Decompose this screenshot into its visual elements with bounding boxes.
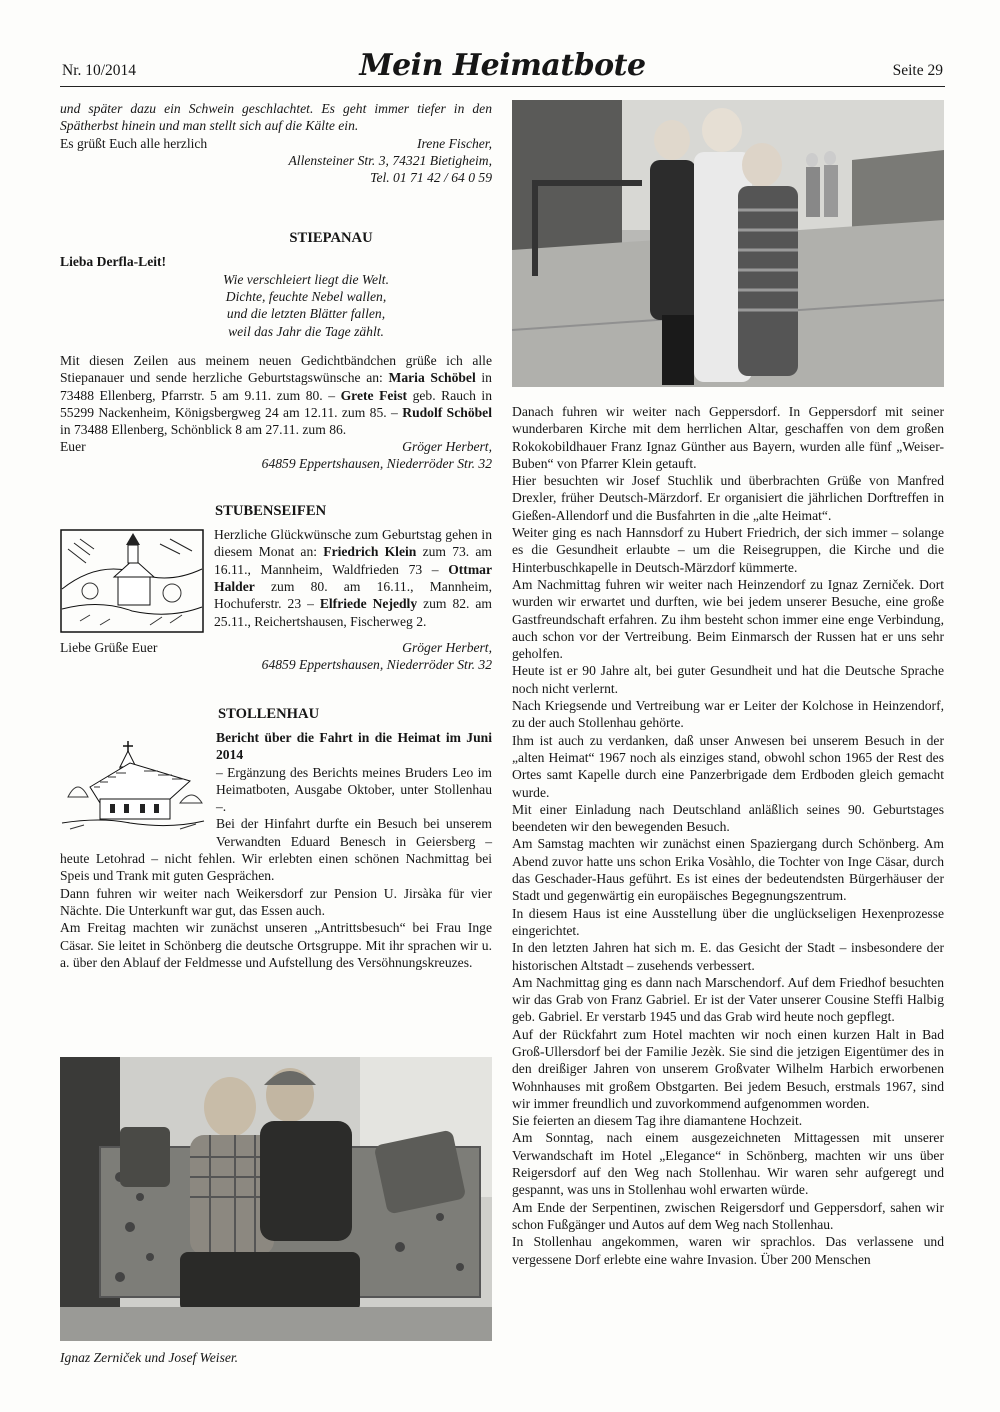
birthday-name: Grete Feist (340, 387, 408, 403)
stollenhau-paragraph: Bei der Hinfahrt durfte ein Besuch bei unserem Verwandten Eduard Benesch in Geiersberg – heute Letohrad – nicht fehlen. Wir erlebten einen schönen Nachmittag bei Speis und Trank mit guten Gesprächen. (60, 816, 492, 884)
poem-line-1: Wie verschleiert liegt die Welt. (223, 271, 389, 287)
report-paragraph: In den letzten Jahren hat sich m. E. das Gesicht der Stadt – insbesondere der historischen Altstadt – zusehends verbessert. (512, 940, 944, 973)
report-paragraph: Ihm ist auch zu verdanken, daß unser Anwesen bei unserem Besuch in der „alten Heimat“ 1967 noch als einziges stand, obwohl schon 1965 der Rest des Ortes samt Kapelle durch eine Panzerbrigade dem Erdboden gleich gemacht wurde. (512, 732, 944, 800)
stubenseifen-body: Herzliche Glückwünsche zum Geburtstag gehen in diesem Monat an: Friedrich Klein zum 73. am 16.11., Mannheim, Waldfrieden 73 – Ottmar Halder zum 80. am 16.11., Mannheim, Hochuferstr. 23 – Elfriede Nejedly zum 82. am 25.11., Reichertshausen, Fischerweg 2. (214, 527, 493, 629)
intro-author: Irene Fischer, (417, 135, 492, 151)
intro-greeting: Es grüßt Euch alle herzlich (60, 135, 208, 151)
stubenseifen-author: Gröger Herbert, (402, 640, 492, 656)
report-paragraph: In diesem Haus ist eine Ausstellung über die unglückseligen Hexenprozesse eingerichtet. (512, 905, 944, 938)
stiepanau-author: Gröger Herbert, (402, 439, 492, 455)
stollenhau-paragraph: Dann fuhren wir weiter nach Weikersdorf zur Pension U. Jirsàka für vier Nächte. Die Unterkunft war gut, das Essen auch. (60, 885, 492, 918)
report-paragraph: Nach Kriegsende und Vertreibung war er Leiter der Kolchose in Heinzendorf, zu der auch Stollenhau gehörte. (512, 698, 944, 731)
stollenhau-title: STOLLENHAU (218, 705, 320, 722)
masthead-logo: Mein Heimatbote (359, 48, 646, 83)
report-paragraph: Sie feierten an diesem Tag ihre diamantene Hochzeit. (512, 1113, 803, 1129)
photo-three-men (512, 100, 944, 387)
birthday-name: Ottmar Halder (214, 561, 492, 594)
stiepanau-closing: Euer (60, 439, 86, 455)
right-column (512, 403, 944, 1268)
stollenhau-paragraph: Am Freitag machten wir zunächst unseren „Antrittsbesuch“ bei Frau Inge Cäsar. Sie leitet in Schönberg die deutsche Ortsgruppe. Mit ihr sprachen wir u. a. über den Ablauf der Feldmesse und Aufstellung des Versöhnungskreuzes. (60, 920, 492, 970)
report-paragraph: Danach fuhren wir weiter nach Geppersdorf. In Geppersdorf mit seiner wunderbaren Kirche mit dem herrlichen Altar, geschaffen von dem großen Rokokobildhauer Franz Ignaz Günther aus Bayern, wurden alle fünf „Weiser-Buben“ von Pfarrer Klein getauft. (512, 404, 944, 471)
stiepanau-address: 64859 Eppertshausen, Niederröder Str. 32 (261, 456, 492, 472)
birthday-name: Friedrich Klein (323, 544, 417, 560)
stollenhau-subtitle: Bericht über die Fahrt in die Heimat im Juni 2014 (216, 729, 492, 763)
stubenseifen-closing: Liebe Grüße Euer (60, 640, 158, 656)
report-paragraph: Am Nachmittag fuhren wir weiter nach Heinzendorf zu Ignaz Zerniček. Dort wurden wir erwartet und durften, wie bei jedem unserer Besuche, eine große Gastfreundschaft erfahren. Zu ihm besteht schon immer eine enge Verbindung, auch schon vor der Vertreibung. Beim Einmarsch der Russen hat er uns sehr geholfen. (512, 576, 944, 662)
stubenseifen-address: 64859 Eppertshausen, Niederröder Str. 32 (261, 657, 492, 673)
photo-caption: Ignaz Zerniček und Josef Weiser. (60, 1350, 239, 1365)
report-paragraph: Hier besuchten wir Josef Stuchlik und überbrachten Grüße von Manfred Drexler, früher Deutsch-Märzdorf. Er organisiert die jährlichen Dorftreffen in Gießen-Allendorf und die Busfahrten in die „alte Heimat“. (512, 473, 944, 523)
report-paragraph: Am Samstag machten wir zunächst einen Spaziergang durch Schönberg. Am Abend zuvor hatte uns schon Erika Vosàhlo, die Tochter von Inge Cäsar, durch das Geschader-Haus geführt. Es ist eines der bedeutendsten Bürgerhäuser der Stadt und gegenwärtig ein europäisches Begegnungszentrum. (512, 836, 944, 904)
issue-number: Nr. 10/2014 (62, 62, 137, 79)
intro-address: Allensteiner Str. 3, 74321 Bietigheim, (288, 152, 492, 168)
photo-two-men-sofa (60, 1057, 492, 1341)
report-paragraph: Heute ist er 90 Jahre alt, bei guter Gesundheit und hat die Deutsche Sprache noch nicht verlernt. (512, 663, 944, 696)
birthday-name: Elfriede Nejedly (319, 596, 418, 612)
report-paragraph: Am Nachmittag ging es dann nach Marschendorf. Auf dem Friedhof besuchten wir das Grab von Franz Gabriel. Er ist der Vater unserer Cousine Steffi Halbig geb. Gabriel. Er verstarb 1945 und das Grab wird heute noch gepflegt. (512, 974, 944, 1025)
report-paragraph: Auf der Rückfahrt zum Hotel machten wir noch einen kurzen Halt in Bad Groß-Ullersdorf bei der Familie Jezèk. Sie sind die jetzigen Eigentümer des in den dreißiger Jahren von unserem Großvater Wilhelm Harbich erworbenen Wohnhauses mit großem Obstgarten. Bei jedem Besuch, erstmals 1967, sind wir immer freundlich und zuvorkommend aufgenommen worden. (512, 1026, 944, 1111)
report-paragraph: In Stollenhau angekommen, waren wir sprachlos. Das verlassene und vergessene Dorf erlebte eine wahre Invasion. Über 200 Menschen (512, 1234, 944, 1267)
intro-text: und später dazu ein Schwein geschlachtet. Es geht immer tiefer in den Spätherbst hinein und man stellt sich auf die Kälte ein. (60, 101, 492, 134)
page-number: Seite 29 (892, 62, 943, 79)
report-paragraph: Am Ende der Serpentinen, zwischen Reigersdorf und Geppersdorf, sahen wir schon Fußgänger und Autos auf dem Weg nach Stollenhau. (512, 1199, 944, 1232)
chapel-sketch-icon (60, 737, 206, 837)
poem-line-4: weil das Jahr die Tage zählt. (228, 323, 384, 339)
left-column (60, 100, 492, 971)
report-paragraph: Am Sonntag, nach einem ausgezeichneten Mittagessen mit unserer Verwandschaft im Hotel „Elegance“ in Schönberg, machten wir uns über Reigersdorf auf den Weg nach Stollenhau. Wir waren sehr aufgeregt und gespannt, was uns in Stollenhau wohl erwarten würde. (512, 1130, 944, 1198)
page-header (60, 48, 945, 87)
stubenseifen-title: STUBENSEIFEN (215, 502, 327, 519)
stiepanau-salutation: Lieba Derfla-Leit! (60, 254, 167, 270)
poem-line-3: und die letzten Blätter fallen, (226, 306, 386, 322)
stollenhau-paragraph: – Ergänzung des Berichts meines Bruders Leo im Heimatboten, Ausgabe Oktober, unter Stollenhau –. (216, 764, 492, 815)
intro-phone: Tel. 01 71 42 / 64 0 59 (370, 169, 492, 185)
poem-line-2: Dichte, feuchte Nebel wallen, (225, 289, 387, 305)
birthday-name: Maria Schöbel (388, 370, 476, 386)
church-sketch-icon (60, 529, 204, 637)
stiepanau-body: Mit diesen Zeilen aus meinem neuen Gedichtbändchen grüße ich alle Stiepanauer und sende herzliche Geburtstagswünsche an: Maria Schöbel in 73488 Ellenberg, Pfarrstr. 5 am 9.11. zum 80. – Grete Feist geb. Rauch in 55299 Nackenheim, Königsbergweg 24 am 12.11. zum 85. – Rudolf Schöbel in 73488 Ellenberg, Schönblick 8 am 27.11. zum 86. (60, 352, 492, 438)
birthday-name: Rudolf Schöbel (402, 404, 492, 420)
report-paragraph: Weiter ging es nach Hannsdorf zu Hubert Friedrich, der sich immer – solange es die Gesundheit erlaubte – um die Reisegruppen, die Kirche und die Hinterbuschkapelle in Deutsch-Märzdorf kümmerte. (512, 525, 944, 575)
stiepanau-title: STIEPANAU (289, 230, 373, 247)
report-paragraph: Mit einer Einladung nach Deutschland anläßlich seines 90. Geburtstages beendeten wir den bewegenden Besuch. (512, 801, 944, 835)
